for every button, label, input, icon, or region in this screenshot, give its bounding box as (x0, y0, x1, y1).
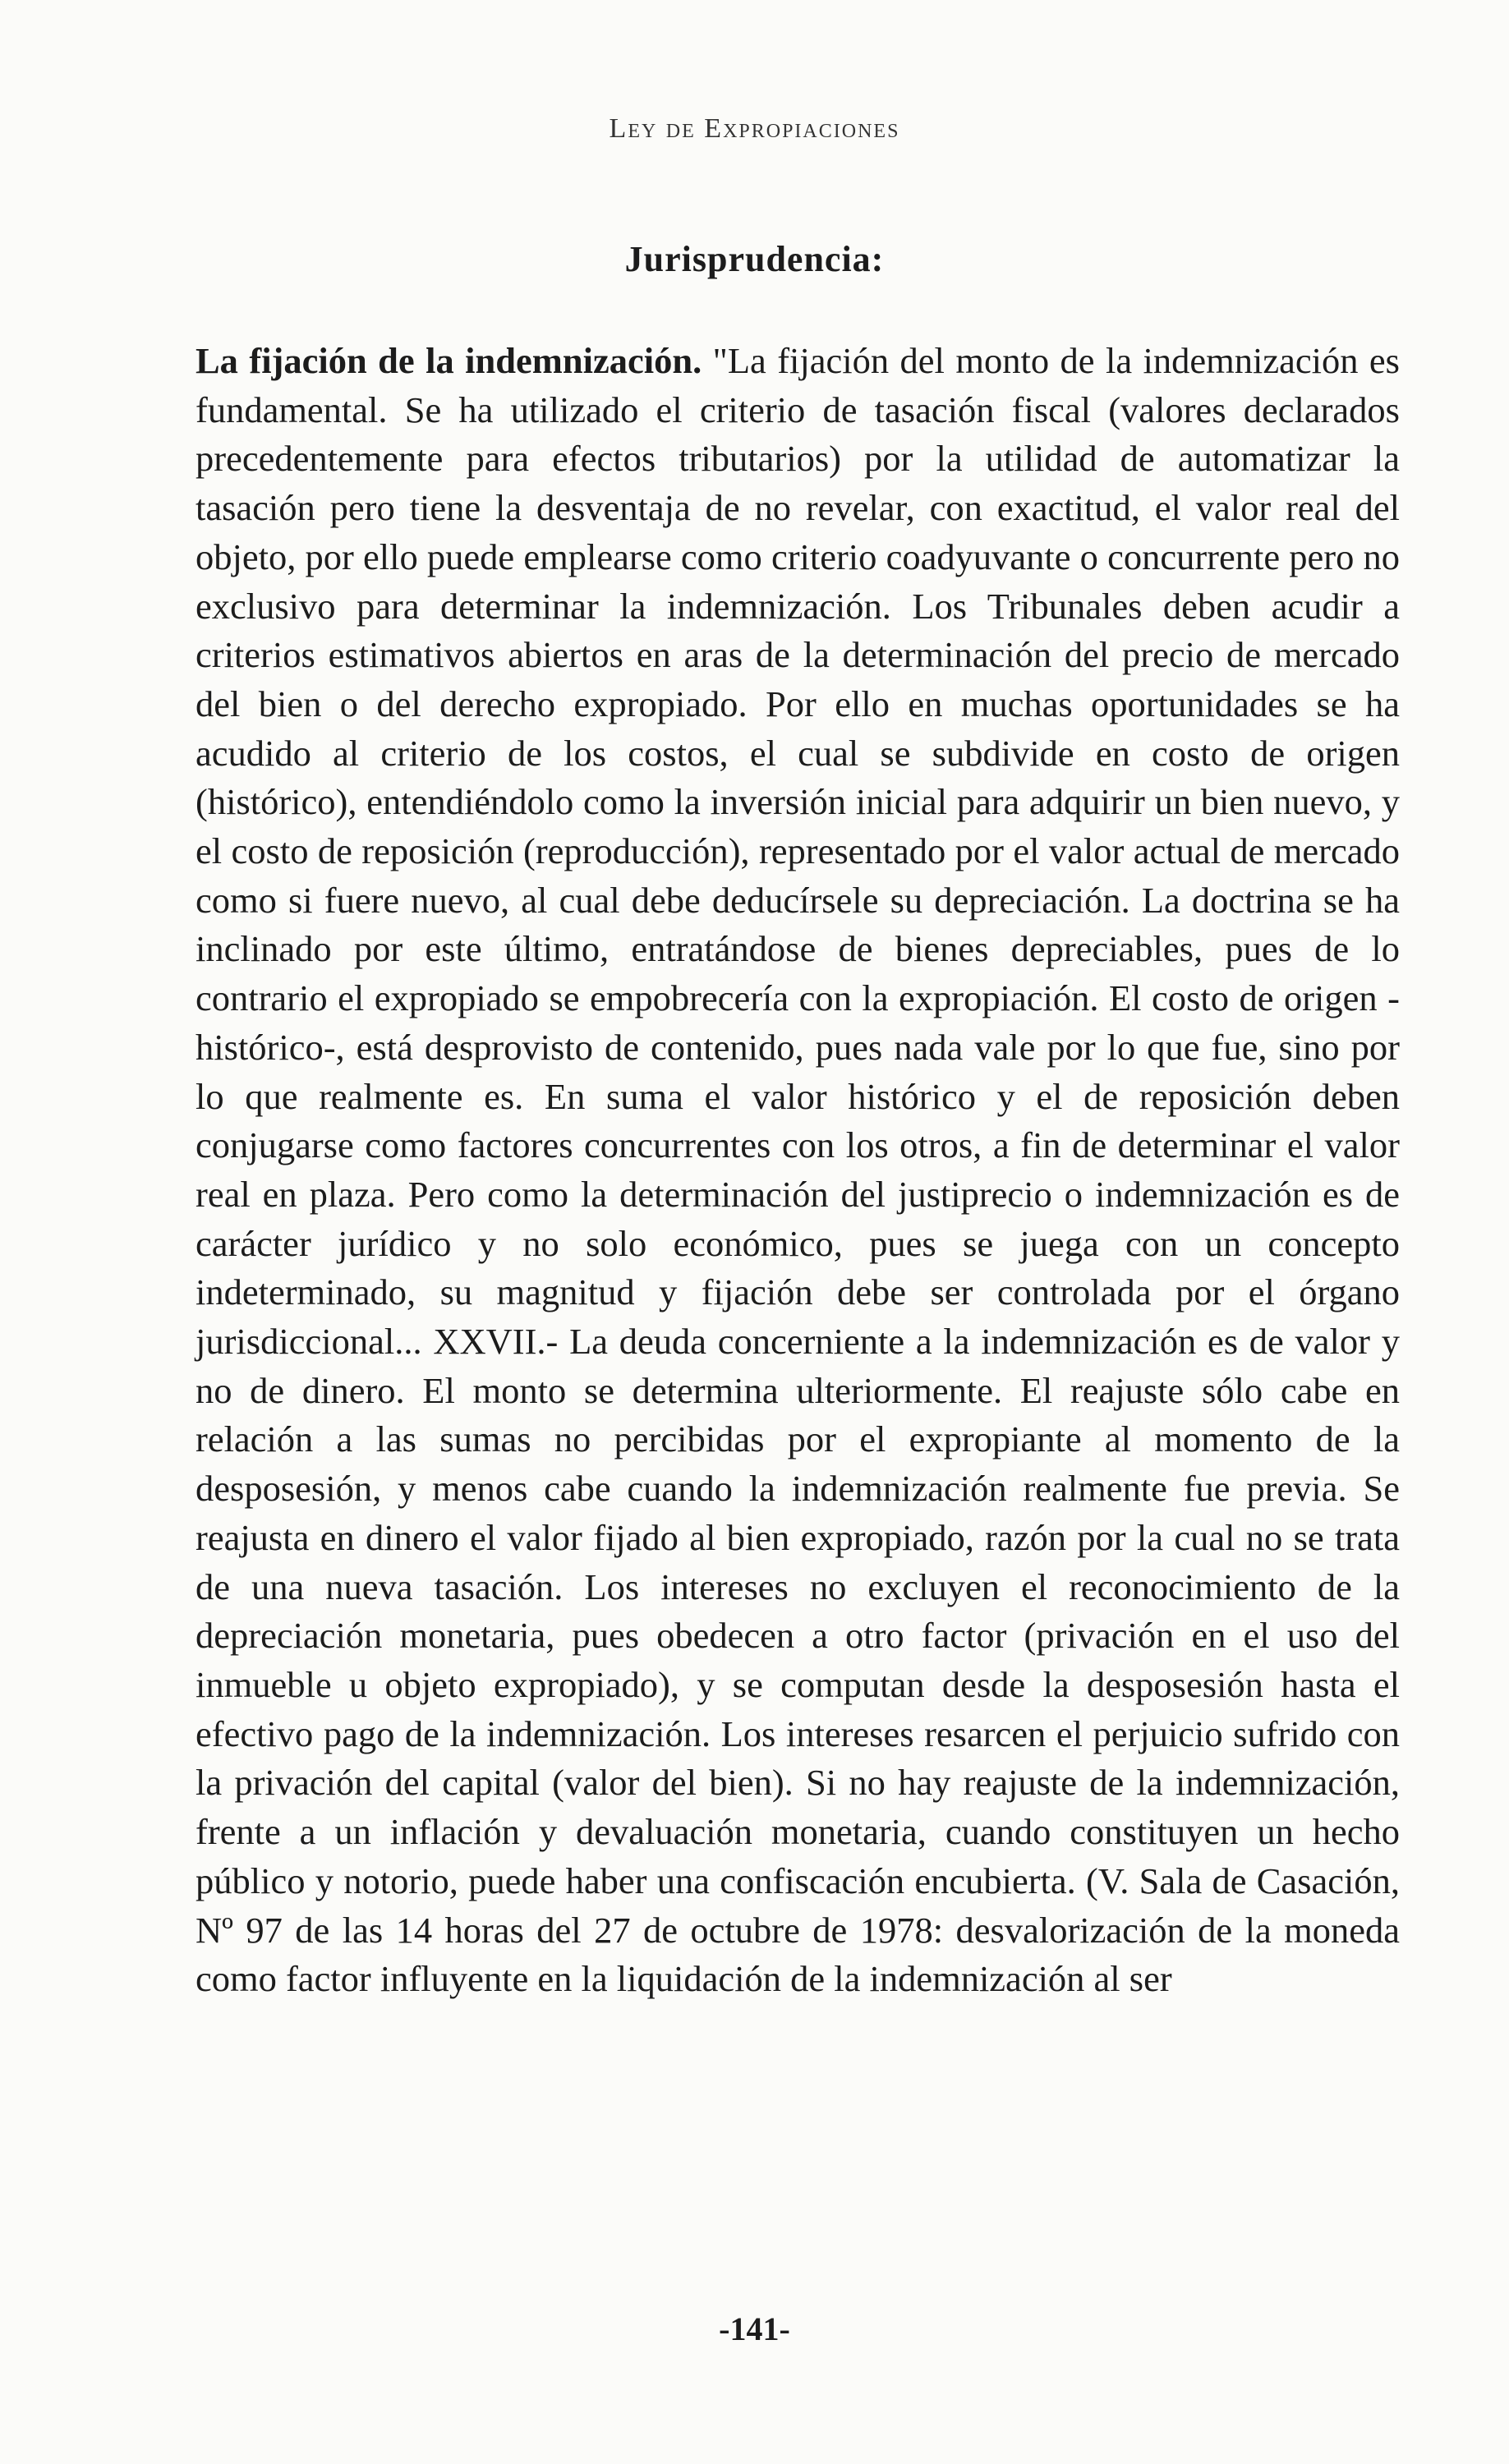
paragraph-lead: La fijación de la indemnización. (196, 340, 702, 381)
section-heading: Jurisprudencia: (624, 239, 885, 279)
running-head: Ley de Expropiaciones (609, 113, 900, 144)
body-paragraph (196, 337, 1400, 2004)
paragraph-text: "La fijación del monto de la indemnización es fundamental. Se ha utilizado el criterio de tasación fiscal (valores declarados precedentemente para efectos tributarios) por la utilidad de automatizar la tasación pero tiene la desventaja de no revelar, con exactitud, el valor real del objeto, por ello puede emplearse como criterio coadyuvante o concurrente pero no exclusivo para determinar la indemnización. Los Tribunales deben acudir a criterios estimativos abiertos en aras de la determinación del precio de mercado del bien o del derecho expropiado. Por ello en muchas oportunidades se ha acudido al criterio de los costos, el cual se subdivide en costo de origen (histórico), entendiéndolo como la inversión inicial para adquirir un bien nuevo, y el costo de reposición (reproducción), representado por el valor actual de mercado como si fuere nuevo, al cual debe deducírsele su depreciación. La doctrina se ha inclinado por este último, entratándose de bienes depreciables, pues de lo contrario el expropiado se empobrecería con la expropiación. El costo de origen -histórico-, está desprovisto de contenido, pues nada vale por lo que fue, sino por lo que realmente es. En suma el valor histórico y el de reposición deben conjugarse como factores concurrentes con los otros, a fin de determinar el valor real en plaza. Pero como la determinación del justiprecio o indemnización es de carácter jurídico y no solo económico, pues se juega con un concepto indeterminado, su magnitud y fijación debe ser controlada por el órgano jurisdiccional... XXVII.- La deuda concerniente a la indemnización es de valor y no de dinero. El monto se determina ulteriormente. El reajuste sólo cabe en relación a las sumas no percibidas por el expropiante al momento de la desposesión, y menos cabe cuando la indemnización realmente fue previa. Se reajusta en dinero el valor fijado al bien expropiado, razón por la cual no se trata de una nueva tasación. Los intereses no excluyen el reconocimiento de la depreciación monetaria, pues obedecen a otro factor (privación en el uso del inmueble u objeto expropiado), y se computan desde la desposesión hasta el efectivo pago de la indemnización. Los intereses resarcen el perjuicio sufrido con la privación del capital (valor del bien). Si no hay reajuste de la indemnización, frente a un inflación y devaluación monetaria, cuando constituyen un hecho público y notorio, puede haber una confiscación encubierta. (V. Sala de Casación, Nº 97 de las 14 horas del 27 de octubre de 1978: desvalorización de la moneda como factor influyente en la liquidación de la indemnización al ser (196, 340, 1400, 2000)
page-number: -141- (719, 2310, 790, 2347)
